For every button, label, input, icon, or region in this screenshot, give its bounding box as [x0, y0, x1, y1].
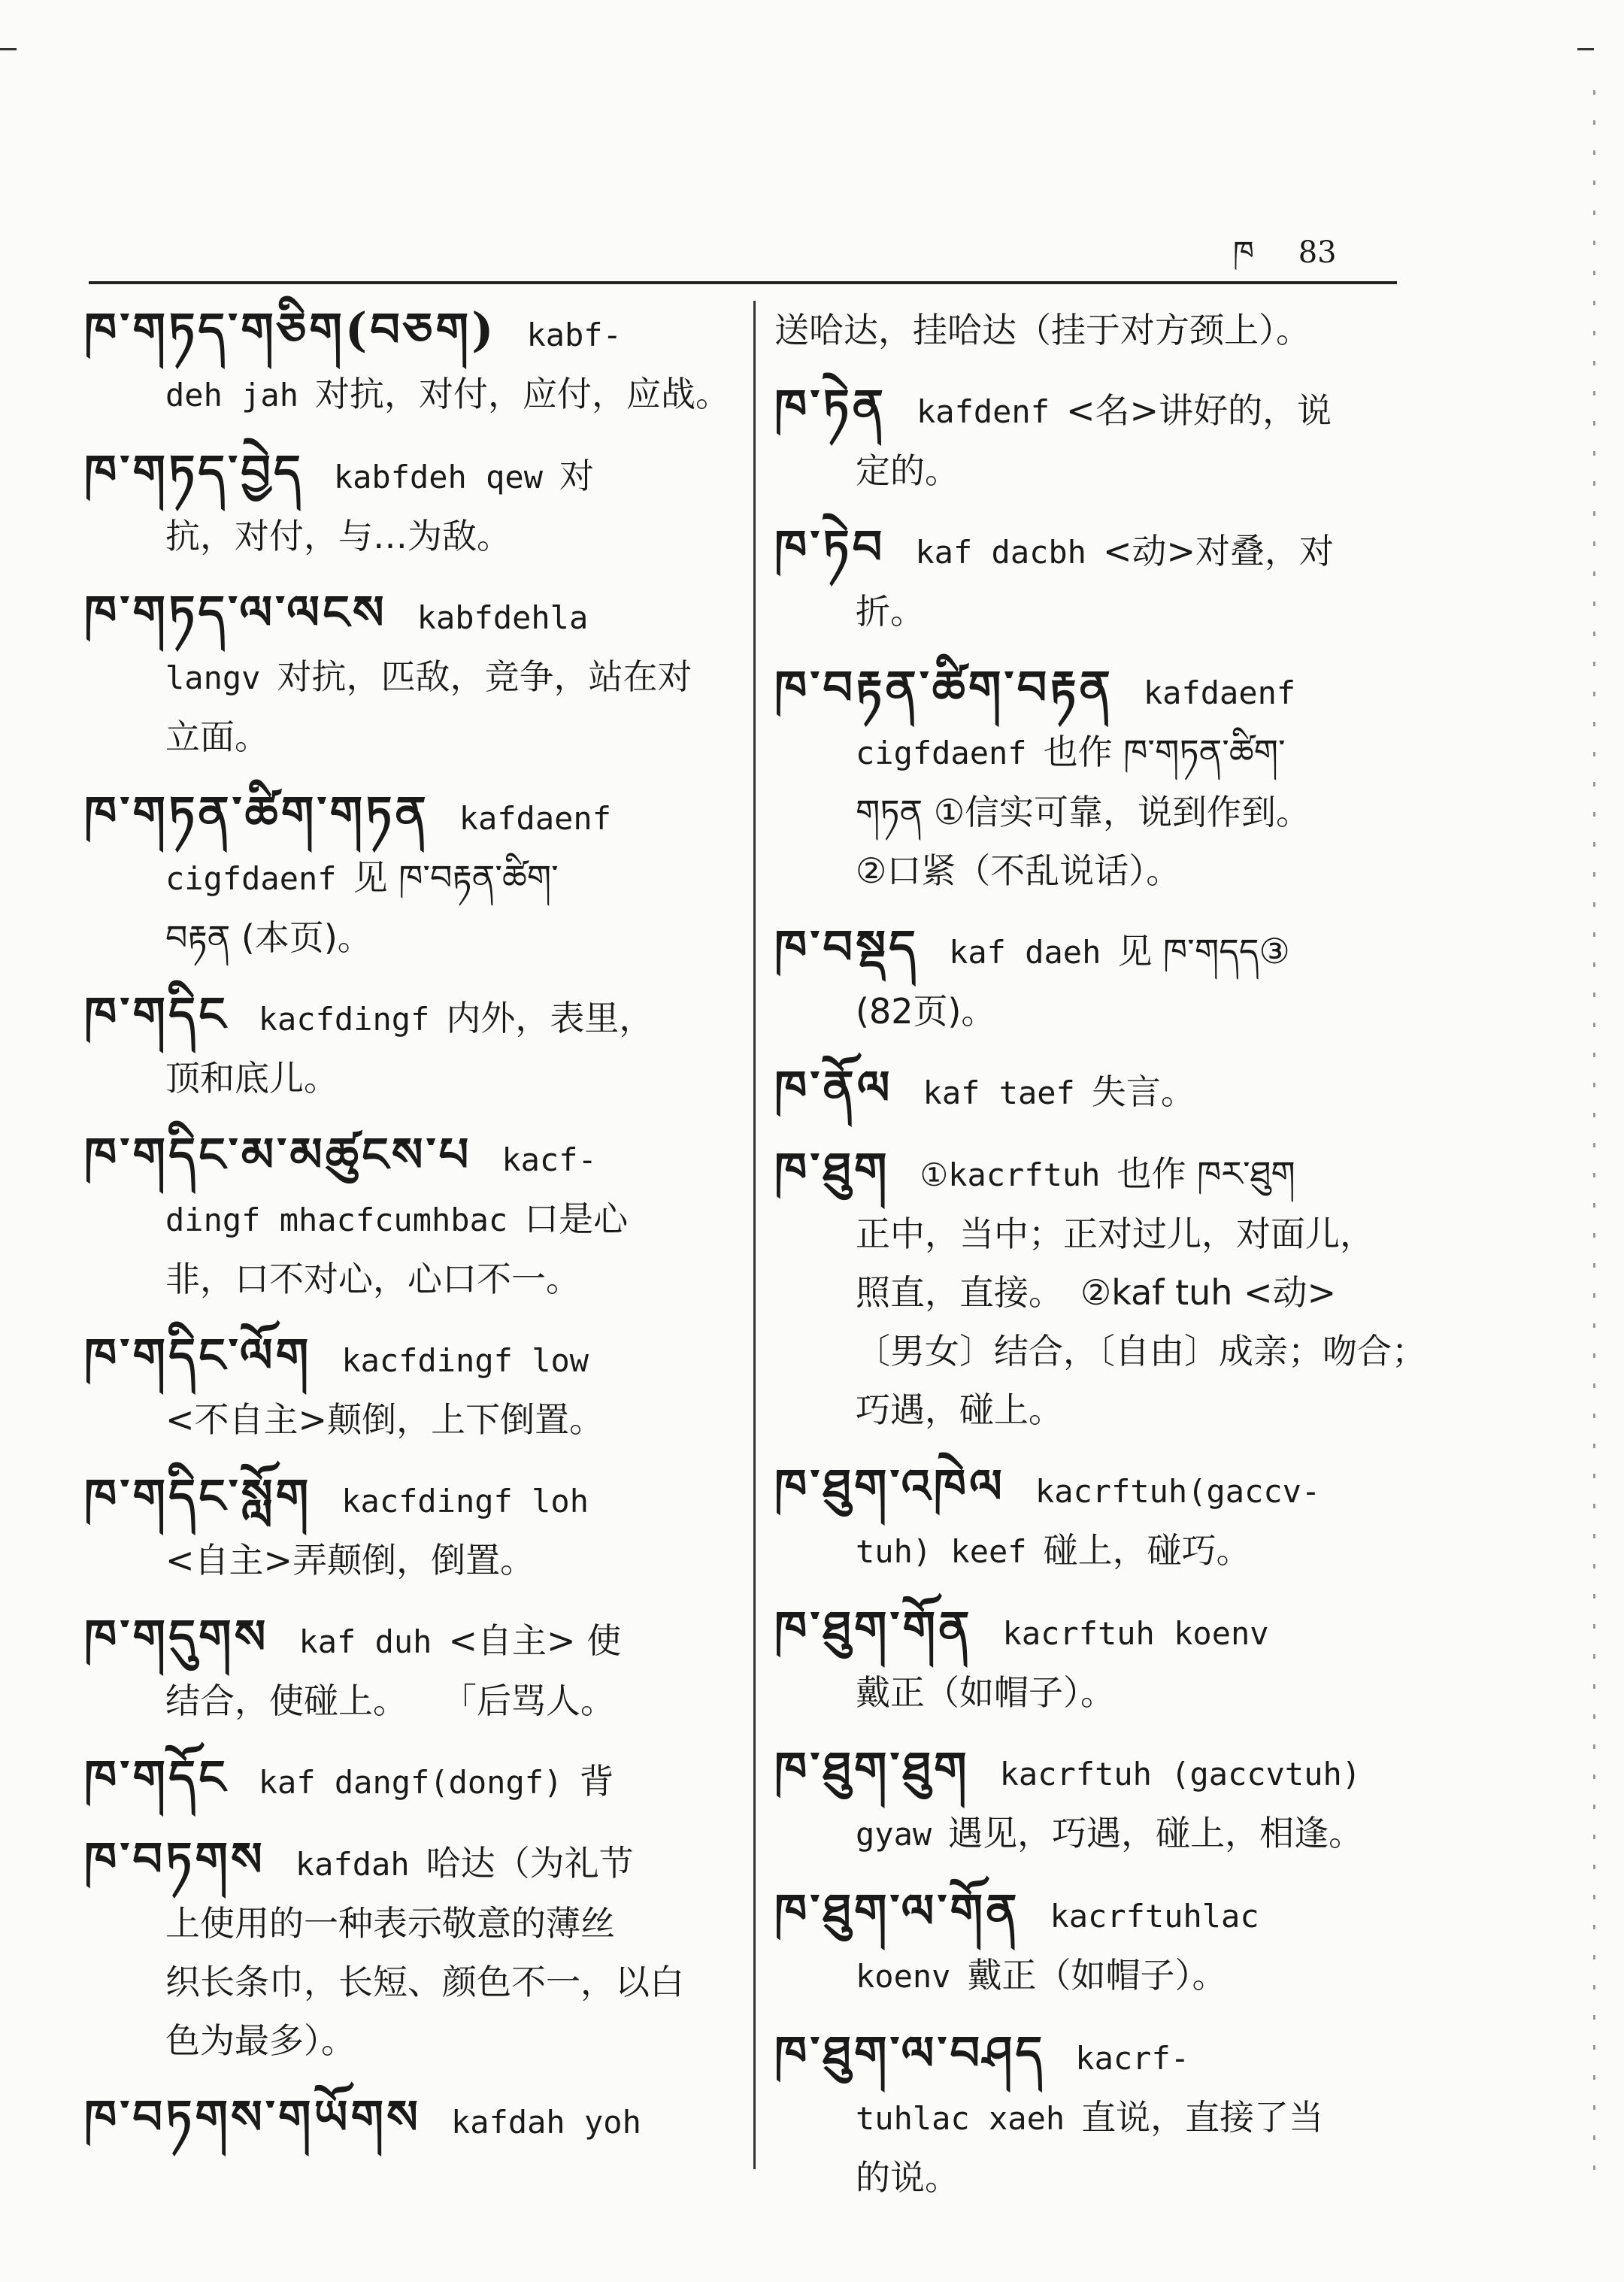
headword: ཁ་ནོལ [774, 1060, 893, 1115]
transliteration: kafdaenf [1143, 674, 1296, 711]
dictionary-entry [84, 1467, 731, 1590]
entry-first-line [84, 1126, 731, 1189]
entry-continuation-line [84, 365, 731, 425]
dictionary-entry [84, 1326, 731, 1449]
transliteration: kafdaenf [459, 800, 611, 837]
transliteration: kafdah [295, 1846, 410, 1883]
entry-continuation-line [774, 723, 1406, 783]
headword: ཁ་གདིང་ལོག [84, 1328, 312, 1383]
entry-continuation-line [774, 1322, 1426, 1380]
dictionary-entry [774, 1882, 1406, 2006]
headword: ཁ་བཏགས་གཡོགས [84, 2090, 421, 2144]
entry-continuation-line [774, 2148, 1406, 2207]
gloss: 见 ཁ་བརྟན་ཚིག་ [353, 857, 559, 898]
entry-continuation-line [774, 1263, 1406, 1322]
right-column [774, 301, 1426, 2225]
transliteration: kacfdingf loh [341, 1483, 589, 1520]
gloss: 结合，使碰上。 「后骂人。 [165, 1680, 615, 1721]
left-column [84, 301, 731, 2170]
gloss: 直说，直接了当 [1081, 2097, 1324, 2138]
dictionary-entry [84, 1126, 731, 1308]
transliteration: kaf duh [298, 1623, 432, 1660]
gloss: 戴正（如帽子）。 [856, 1672, 1115, 1713]
transliteration: kaf dangf(dongf) [258, 1764, 563, 1801]
entry-first-line [774, 1882, 1406, 1946]
entry-continuation-line [84, 1250, 731, 1308]
transliteration: ①kacrftuh [920, 1156, 1101, 1193]
dictionary-entry [84, 1830, 731, 2070]
entry-continuation-line [774, 2088, 1406, 2148]
gloss: 色为最多）。 [165, 2020, 356, 2061]
entry-first-line [84, 1748, 731, 1812]
entry-first-line [84, 784, 731, 848]
headword: ཁ་གདིང་མ་མཚུངས་པ [84, 1127, 472, 1182]
entry-first-line [774, 1740, 1406, 1804]
headword: ཁ་གཏད་བྱེད [84, 444, 304, 499]
headword: ཁ་གདོང [84, 1750, 229, 1805]
entry-first-line [84, 583, 731, 647]
section-mark: ཁ [1233, 235, 1254, 270]
headword: ཁ་བཏགས [84, 1832, 265, 1887]
entry-first-line [774, 301, 1406, 359]
gloss: 也作 ཁ་གཏན་ཚིག་ [1043, 732, 1286, 772]
entry-first-line [774, 1599, 1406, 1663]
transliteration: kabfdeh qew [333, 459, 543, 495]
dictionary-entry [774, 659, 1406, 900]
entry-first-line [774, 918, 1406, 982]
gloss: 对抗，对付，应付，应战。 [315, 374, 731, 414]
gloss: <动>对叠，对 [1102, 531, 1335, 571]
gloss: 也作 ཁར་ཐུག [1116, 1153, 1295, 1194]
gloss: གཏན ①信实可靠，说到作到。 [856, 792, 1311, 832]
entry-continuation-line [774, 582, 1406, 641]
entry-first-line [774, 1141, 1406, 1205]
entry-first-line [84, 1467, 731, 1531]
entry-continuation-line [84, 1894, 731, 1953]
gloss: 的说。 [856, 2157, 959, 2198]
entry-first-line [84, 1830, 731, 1894]
headword: ཁ་གཏད་གཅིག(བཅག) [84, 302, 497, 357]
entry-continuation-line [774, 841, 1406, 900]
headword: ཁ་གཏན་ཚིག་གཏན [84, 786, 429, 841]
entry-continuation-line [84, 908, 731, 967]
gloss: (82页)。 [856, 991, 996, 1032]
transliteration: koenv [856, 1958, 951, 1995]
gloss: 正中，当中；正对过儿，对面儿， [856, 1214, 1374, 1254]
entry-continuation-line [84, 1390, 731, 1449]
page-header [1233, 218, 1337, 303]
transliteration: cigfdaenf [856, 735, 1027, 771]
transliteration: kafdah yoh [451, 2104, 641, 2141]
transliteration: kaf dacbh [915, 534, 1086, 571]
transliteration: langv [165, 659, 261, 696]
entry-first-line [774, 659, 1406, 723]
dictionary-entry [774, 1457, 1406, 1581]
dictionary-entry [774, 1599, 1406, 1722]
headword: ཁ་ཏེབ [774, 520, 886, 574]
entry-continuation-line [84, 1953, 731, 2011]
headword: ཁ་གདིང་སློག [84, 1468, 312, 1523]
gloss: 立面。 [165, 717, 269, 757]
entry-first-line [84, 2088, 731, 2152]
gloss: 碰上，碰巧。 [1043, 1530, 1251, 1571]
entry-continuation-line [84, 708, 731, 766]
entry-first-line [84, 1326, 731, 1390]
gloss: 巧遇，碰上。 [856, 1390, 1063, 1430]
gloss: 背 [579, 1761, 614, 1802]
entry-continuation-line [84, 1189, 731, 1250]
entry-continuation-line [774, 1205, 1406, 1263]
gloss: 织长条巾，长短、颜色不一，以白 [165, 1962, 684, 2002]
entry-continuation-line [774, 1946, 1406, 2006]
dictionary-entry [84, 784, 731, 967]
transliteration: kaf daeh [949, 934, 1101, 971]
dictionary-entry [84, 301, 731, 425]
entry-continuation-line [774, 441, 1406, 500]
entry-first-line [774, 1059, 1406, 1123]
gloss: 定的。 [856, 450, 959, 491]
gloss: 非，口不对心，心口不一。 [165, 1259, 580, 1299]
transliteration: tuhlac xaeh [856, 2100, 1065, 2137]
dictionary-entry [84, 985, 731, 1108]
scan-edge-dots [1593, 90, 1595, 2196]
dictionary-entry [84, 443, 731, 565]
dictionary-entry [774, 301, 1406, 359]
gloss: 顶和底儿。 [165, 1058, 338, 1099]
headword: ཁ་གཏད་ལ་ལངས [84, 585, 387, 640]
gloss: 对 [559, 456, 594, 496]
entry-continuation-line [84, 1049, 731, 1108]
gloss: 遇见，巧遇，碰上，相逢。 [948, 1813, 1364, 1853]
dictionary-entry [84, 583, 731, 766]
gloss: <自主> 使 [448, 1620, 622, 1661]
dictionary-entry [774, 918, 1406, 1041]
headword: ཁ་བརྟན་ཚིག་བརྟན [774, 660, 1113, 715]
headword: ཁ་བསྡད [774, 920, 920, 974]
dictionary-entry [84, 1748, 731, 1812]
gloss: 上使用的一种表示敬意的薄丝 [165, 1903, 615, 1944]
gloss: 戴正（如帽子）。 [967, 1955, 1227, 1996]
page-number: 83 [1298, 235, 1337, 270]
entry-first-line [774, 518, 1406, 582]
entry-first-line [84, 301, 731, 365]
gloss: 〔男女〕结合，〔自由〕成亲；吻合； [856, 1331, 1426, 1371]
entry-first-line [774, 1457, 1406, 1521]
dictionary-entry [774, 1740, 1406, 1864]
entry-first-line [774, 377, 1406, 441]
entry-continuation-line [84, 2011, 731, 2070]
transliteration: kacrftuhlac [1050, 1898, 1259, 1935]
gloss: ②口紧（不乱说话）。 [856, 850, 1181, 891]
dictionary-entry [774, 377, 1406, 500]
transliteration: gyaw [856, 1816, 932, 1853]
dictionary-entry [84, 2088, 731, 2152]
gloss: 照直，直接。 ②kaf tuh <动> [856, 1272, 1337, 1313]
entry-continuation-line [84, 1671, 731, 1730]
margin-mark-right [1577, 48, 1594, 50]
transliteration: tuh) keef [856, 1533, 1027, 1570]
entry-continuation-line [774, 1521, 1406, 1581]
gloss: <不自主>颠倒，上下倒置。 [165, 1399, 604, 1440]
transliteration: kabfdehla [417, 599, 589, 636]
headword: ཁ་ཐུག་ཐུག [774, 1741, 970, 1796]
transliteration: kacrftuh (gaccvtuh) [999, 1756, 1362, 1793]
entry-first-line [774, 2024, 1406, 2088]
transliteration: dingf mhacfcumhbac [165, 1202, 508, 1238]
headword: ཁ་ཏེན [774, 379, 886, 434]
headword: ཁ་ཐུག་ལ་གོན [774, 1883, 1020, 1938]
gloss: བརྟན (本页)。 [165, 917, 372, 958]
transliteration: kaf taef [923, 1074, 1075, 1111]
entry-continuation-line [774, 1380, 1406, 1439]
entry-continuation-line [774, 982, 1406, 1041]
transliteration: kafdenf [917, 393, 1050, 430]
entry-first-line [84, 443, 731, 507]
entry-first-line [84, 985, 731, 1049]
column-divider [753, 301, 756, 2169]
dictionary-entry [774, 1141, 1426, 1439]
headword: ཁ་ཐུག [774, 1142, 890, 1197]
entry-continuation-line [84, 1531, 731, 1590]
gloss: 内外，表里， [446, 998, 654, 1038]
transliteration: kacfdingf [258, 1001, 430, 1038]
gloss: <名>讲好的，说 [1066, 390, 1332, 431]
entry-continuation-line [84, 507, 731, 565]
gloss: 失言。 [1091, 1071, 1195, 1112]
dictionary-entry [774, 518, 1406, 641]
gloss: 折。 [856, 591, 925, 632]
transliteration: cigfdaenf [165, 860, 337, 897]
gloss: 口是心 [524, 1199, 629, 1239]
entry-continuation-line [774, 1804, 1406, 1864]
gloss: 哈达（为礼节 [426, 1843, 634, 1883]
gloss: 抗，对付，与…为敌。 [165, 516, 511, 556]
transliteration: kacfdingf low [341, 1342, 589, 1379]
dictionary-entry [774, 2024, 1406, 2207]
transliteration: kacrf- [1075, 2040, 1190, 2077]
gloss: 送哈达，挂哈达（挂于对方颈上）。 [774, 310, 1310, 350]
entry-continuation-line [84, 848, 731, 908]
entry-continuation-line [84, 647, 731, 708]
headword: ཁ་གདུགས [84, 1609, 269, 1664]
headword: ཁ་ཐུག་ལ་བཤད [774, 2026, 1046, 2080]
headword: ཁ་ཐུག་འཁེལ [774, 1459, 1005, 1514]
transliteration: deh jah [165, 377, 299, 414]
transliteration: kabf- [526, 317, 622, 353]
header-rule [89, 281, 1397, 284]
entry-continuation-line [774, 1663, 1406, 1722]
transliteration: kacf- [501, 1141, 597, 1178]
transliteration: kacrftuh(gaccv- [1035, 1473, 1321, 1510]
headword: ཁ་ཐུག་གོན [774, 1601, 973, 1656]
headword: ཁ་གདིང [84, 986, 229, 1041]
dictionary-entry [774, 1059, 1406, 1123]
gloss: 见 ཁ་གདད③ [1117, 931, 1290, 971]
margin-mark-left [0, 48, 17, 50]
entry-continuation-line [774, 783, 1406, 841]
entry-first-line [84, 1608, 731, 1671]
gloss: 对抗，匹敌，竞争，站在对 [277, 656, 692, 697]
transliteration: kacrftuh koenv [1002, 1615, 1269, 1652]
gloss: <自主>弄颠倒，倒置。 [165, 1540, 535, 1580]
dictionary-entry [84, 1608, 731, 1730]
